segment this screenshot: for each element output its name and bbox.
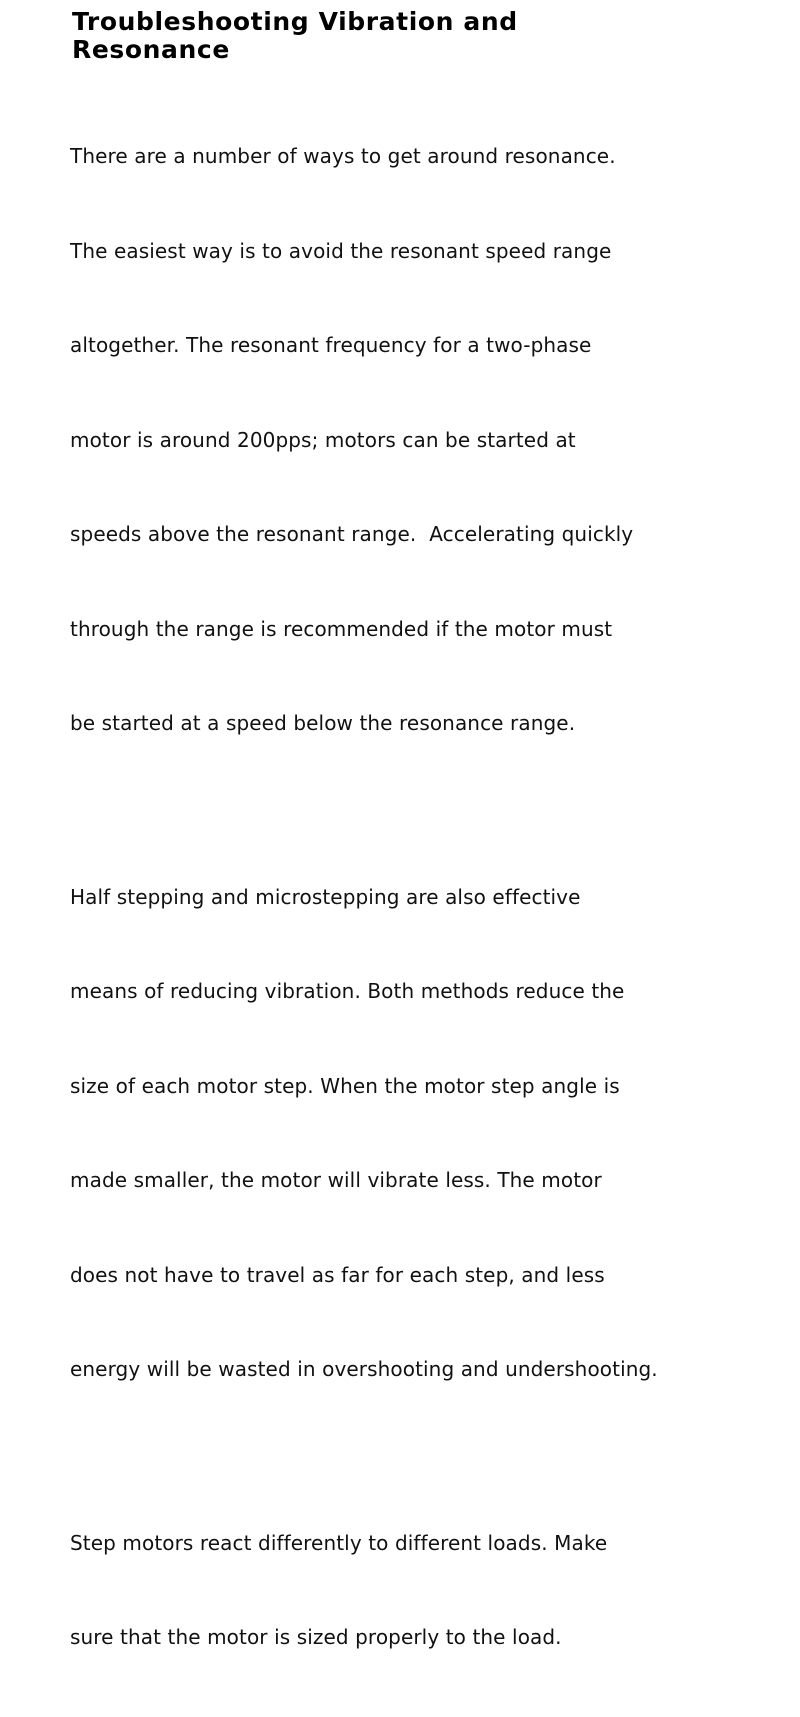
paragraph-1-line-6: through the range is recommended if the motor must <box>70 616 613 641</box>
paragraph-1-line-1: There are a number of ways to get around resonance. <box>70 144 616 168</box>
paragraph-2-line-5: does not have to travel as far for each step, and less <box>70 1262 605 1287</box>
paragraph-2-line-6: energy will be wasted in overshooting and undershooting. <box>70 1357 658 1381</box>
paragraph-1-line-3: altogether. The resonant frequency for a two-phase <box>70 333 592 357</box>
paragraph-2-line-3: size of each motor step. When the motor step angle is <box>70 1073 620 1098</box>
paragraph-1-line-7: be started at a speed below the resonance range. <box>70 711 576 735</box>
title-line-1: Troubleshooting Vibration and <box>72 7 518 36</box>
paragraph-3-line-1: Step motors react differently to different loads. Make <box>70 1530 608 1555</box>
paragraph-1-line-5: speeds above the resonant range. Accelerating quickly <box>70 522 634 546</box>
page-title <box>72 8 760 64</box>
paragraph-1-line-4: motor is around 200pps; motors can be started at <box>70 427 576 452</box>
paragraph-1-line-2: The easiest way is to avoid the resonant speed range <box>70 238 612 263</box>
paragraph-2-line-2: means of reducing vibration. Both methods reduce the <box>70 979 625 1003</box>
paragraph-resonance <box>70 78 760 803</box>
paragraph-3-line-2: sure that the motor is sized properly to the load. <box>70 1625 562 1649</box>
paragraph-2-line-1: Half stepping and microstepping are also effective <box>70 884 581 909</box>
paragraph-2-line-4: made smaller, the motor will vibrate less. The motor <box>70 1168 602 1192</box>
title-line-2: Resonance <box>72 35 230 64</box>
paragraph-stepping <box>70 819 760 1449</box>
paragraph-loads <box>70 1465 760 1717</box>
